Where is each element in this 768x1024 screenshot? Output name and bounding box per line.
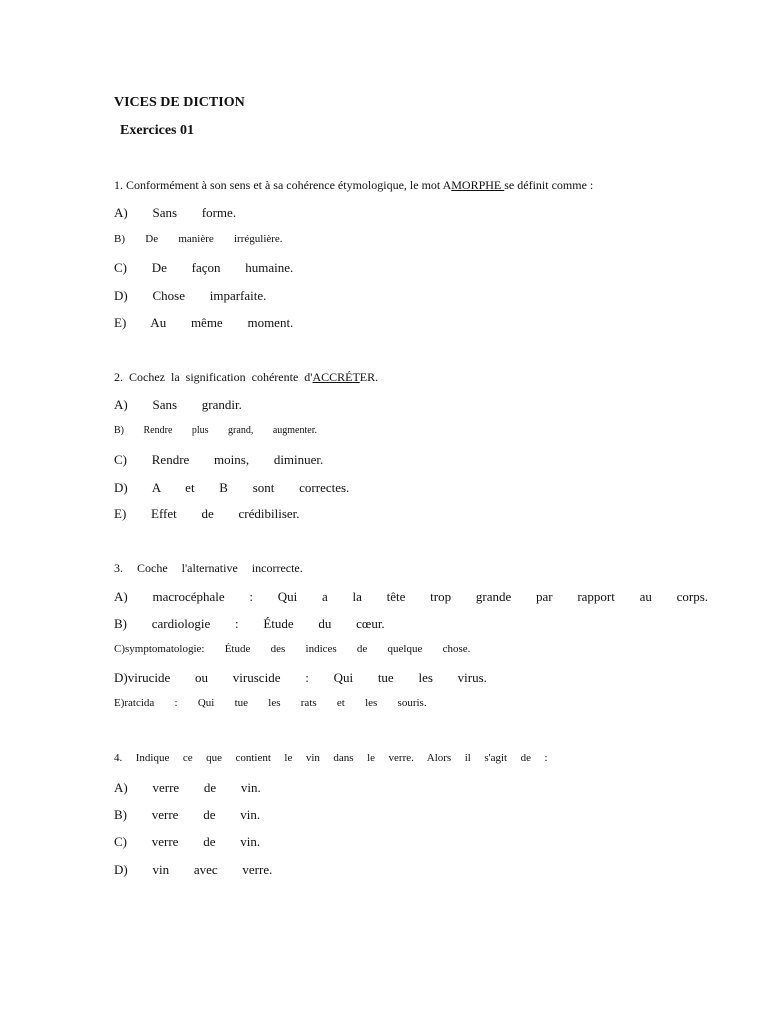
question-1-option-b: B) De manière irrégulière. — [114, 233, 283, 245]
question-1-option-d: D) Chose imparfaite. — [114, 288, 267, 303]
question-4-option-d: D) vin avec verre. — [114, 862, 273, 877]
question-3-option-b: B) cardiologie : Étude du cœur. — [114, 616, 385, 631]
question-4-option-a: A) verre de vin. — [114, 780, 261, 795]
question-2-option-a: A) Sans grandir. — [114, 397, 242, 412]
question-2-option-d: D) A et B sont correctes. — [114, 480, 350, 495]
question-2-option-c: C) Rendre moins, diminuer. — [114, 452, 324, 467]
question-1: 1. Conformément à son sens et à sa cohérence étymologique, le mot AMORPHE se définit comme : — [114, 178, 594, 192]
question-3-option-a: A) macrocéphale : Qui a la tête trop grande par rapport au corps. — [114, 589, 709, 604]
question-4-option-b: B) verre de vin. — [114, 807, 261, 822]
question-1-option-c: C) De façon humaine. — [114, 260, 294, 275]
question-2: 2. Cochez la signification cohérente d'ACCRÉTER. — [114, 370, 379, 384]
question-4: 4. Indique ce que contient le vin dans le verre. Alors il s'agit de : — [114, 752, 548, 764]
question-3: 3. Coche l'alternative incorrecte. — [114, 561, 303, 575]
question-1-option-a: A) Sans forme. — [114, 205, 237, 220]
question-3-option-d: D)virucide ou viruscide : Qui tue les virus. — [114, 670, 487, 685]
question-2-option-e: E) Effet de crédibiliser. — [114, 506, 300, 521]
document-subtitle: Exercices 01 — [120, 123, 194, 138]
underlined-word: MORPHE — [451, 178, 505, 192]
question-3-option-e: E)ratcida : Qui tue les rats et les souris. — [114, 697, 427, 709]
question-2-option-b: B) Rendre plus grand, augmenter. — [114, 425, 317, 436]
question-1-option-e: E) Au même moment. — [114, 315, 294, 330]
question-3-option-c: C)symptomatologie: Étude des indices de quelque chose. — [114, 643, 471, 655]
underlined-word: ACCRÉT — [312, 370, 360, 384]
document-title: VICES DE DICTION — [114, 95, 245, 110]
question-4-option-c: C) verre de vin. — [114, 834, 261, 849]
